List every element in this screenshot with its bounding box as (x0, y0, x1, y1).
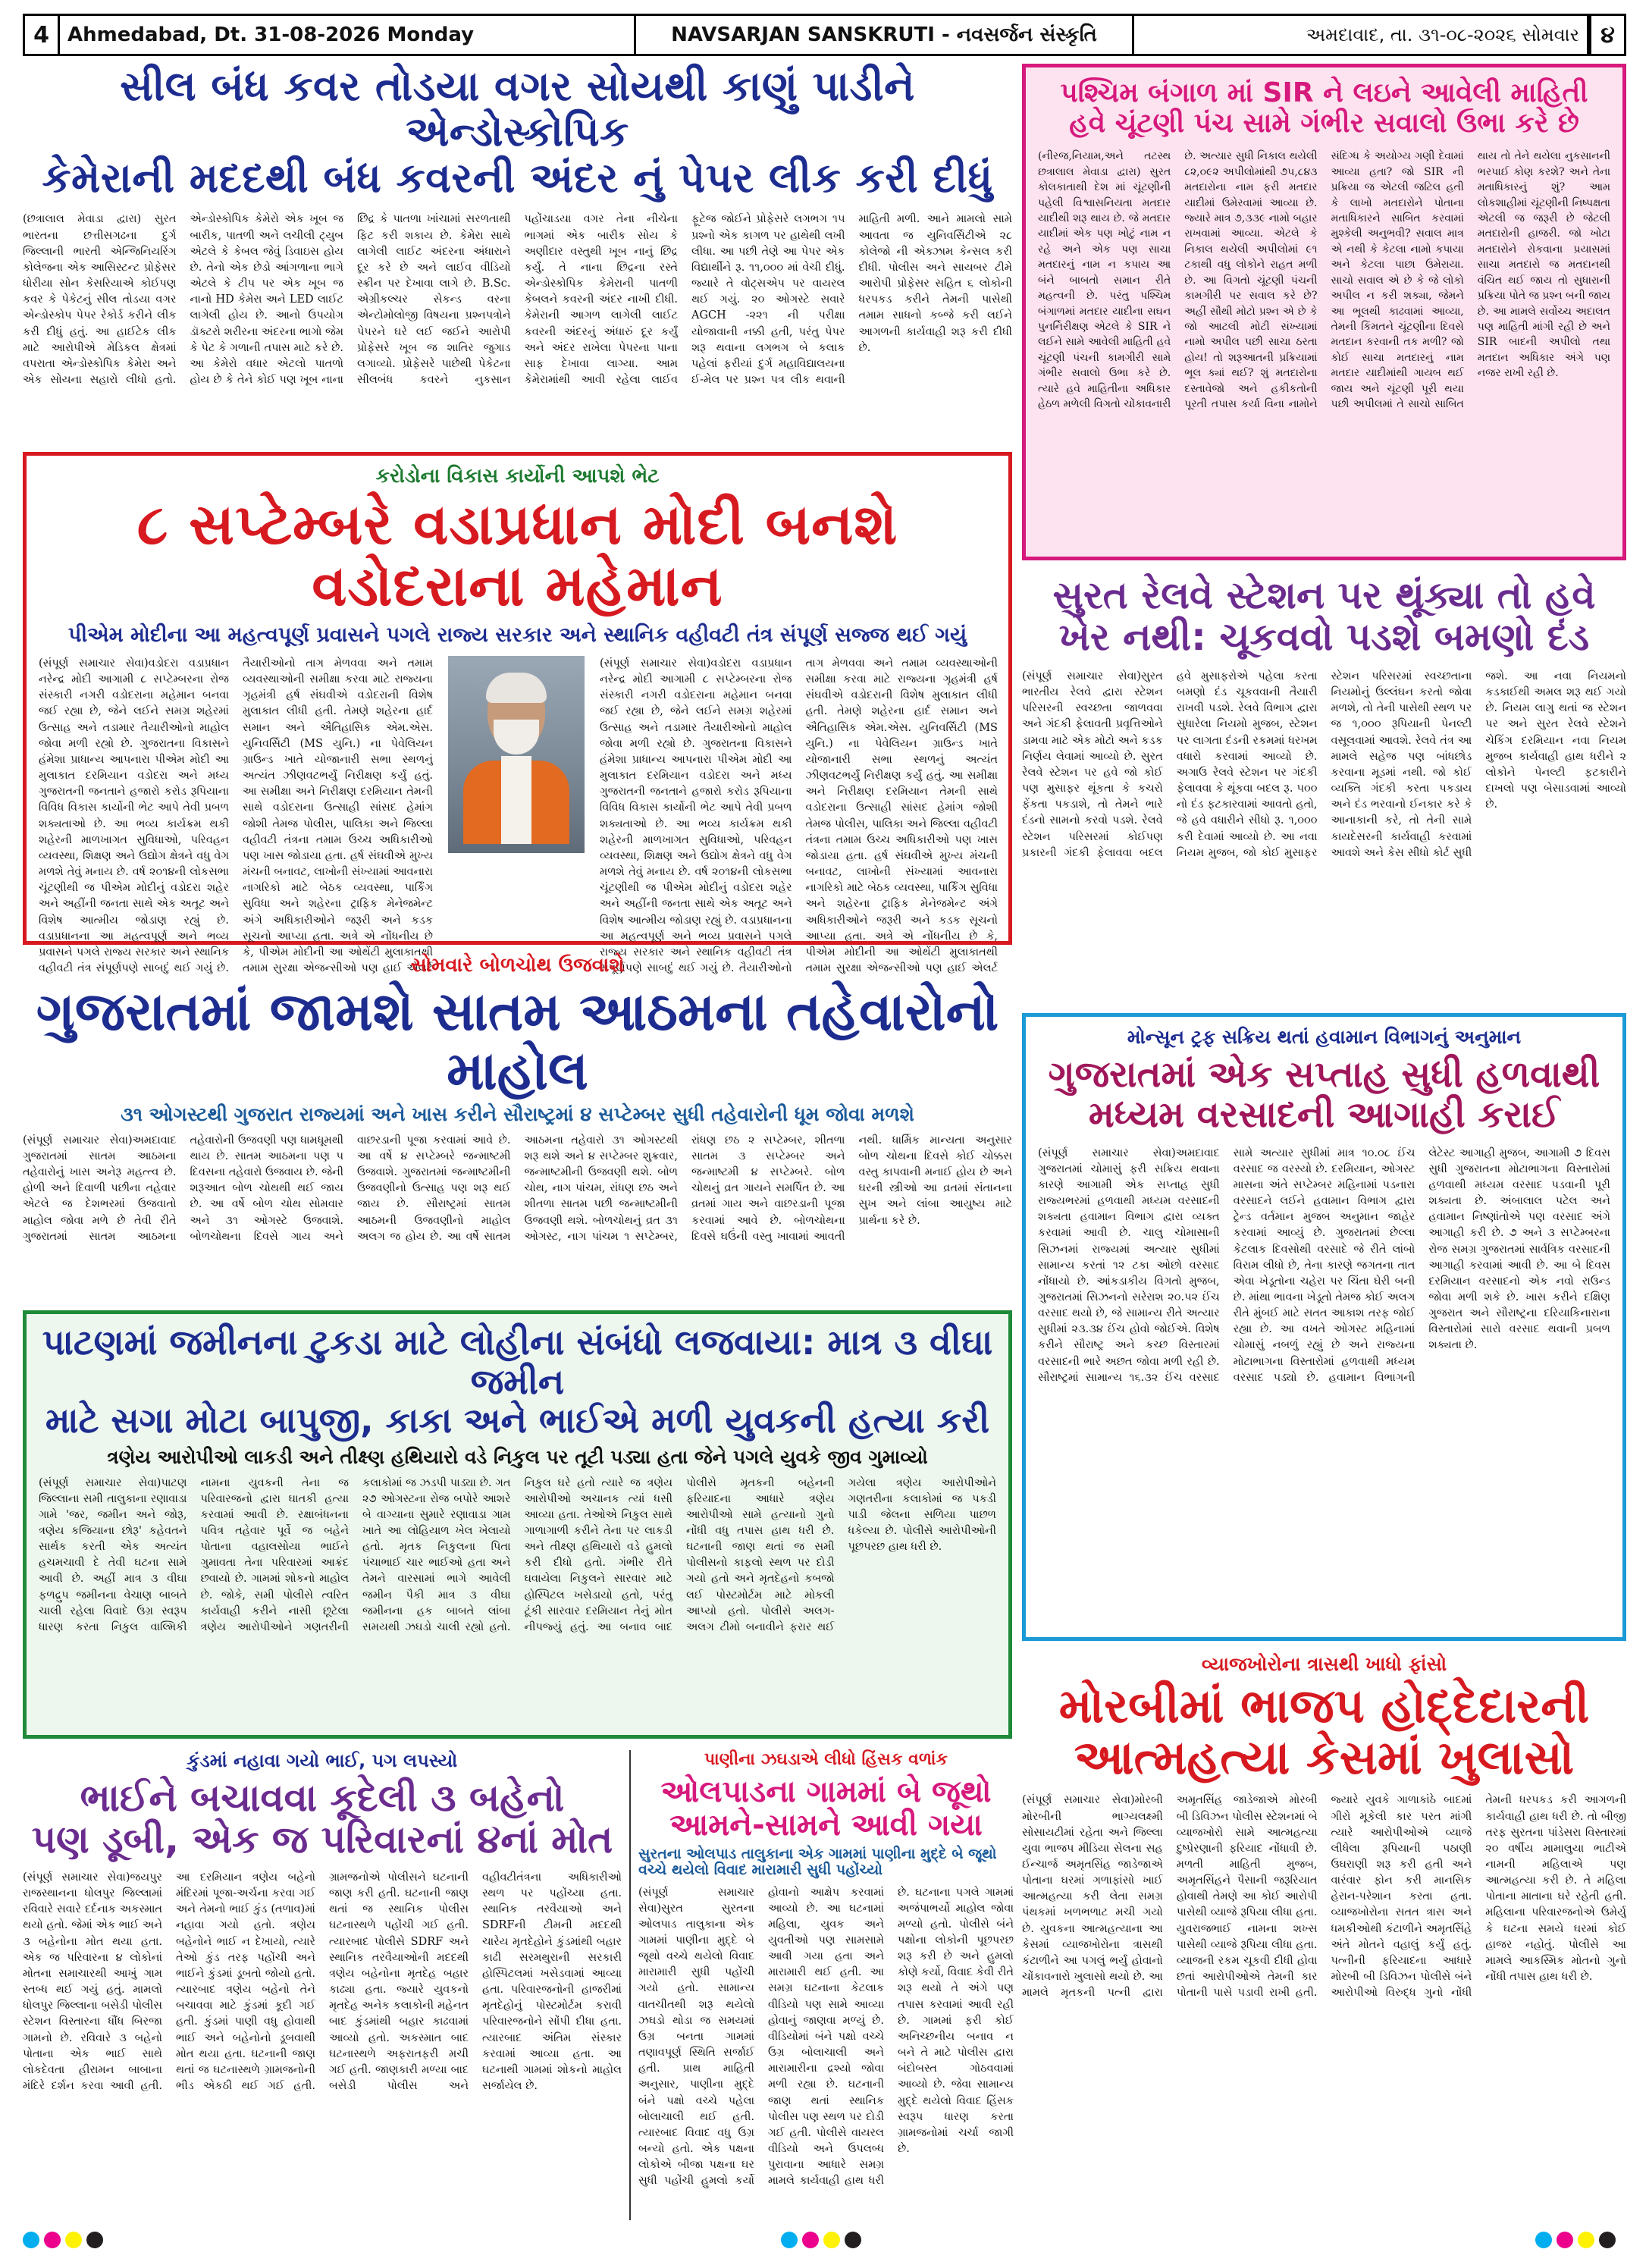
headline-endoscopic-line2: કેમેરાની મદદથી બંધ કવરની અંદર નું પેપર લીક કરી દીધું (42, 153, 993, 202)
article-body-sisters: (સંપૂર્ણ સમાચાર સેવા)જયપુર રાજસ્થાનના ધોલપુર જિલ્લામાં રવિવારે સવારે દર્દનાક અકસ્માત થયો હતો. જેમાં એક ભાઈ અને ૩ બહેનોના મોત થયા હતા. એક જ પરિવારના ૪ લોકોનાં મોતના સમાચારથી આખું ગામ સ્તબ્ધ થઈ ગયું હતું. મામલો ધોલપુર જિલ્લાના બસેડી પોલીસ સ્ટેશન વિસ્તારના ધૌંધ બિરજા ગામનો છે. રવિવારે ૩ બહેનો પોતાના એક ભાઈ સાથે લોકદેવતા હીરામન બાબાના મંદિરે દર્શન કરવા આવી હતી. આ દરમિયાન ત્રણેય બહેનો મંદિરમાં પૂજા-અર્ચના કરવા ગઈ અને તેમનો ભાઈ કુંડ (તળાવ)માં નહાવા ગયો હતો. ત્રણેય બહેનોને ભાઈ ન દેખાયો, ત્યારે તેઓ કુંડ તરફ પહોંચી અને ભાઈને કુંડમાં ડૂબતો જોયો હતો. ત્યારબાદ ત્રણેય બહેનો તેને બચાવવા માટે કુંડમાં કૂદી ગઈ હતી. કુંડમાં પાણી વધુ હોવાથી ભાઈ અને બહેનોનો ડૂબવાથી મોત થયા હતા. ઘટનાની જાણ થતાં જ ઘટનાસ્થળે ગ્રામજનોની ભીડ એકઠી થઈ ગઈ હતી. ગ્રામજનોએ પોલીસને ઘટનાની જાણ કરી હતી. ઘટનાની જાણ થતાં જ સ્થાનિક પોલીસ ઘટનાસ્થળે પહોંચી ગઈ હતી. ત્યારબાદ પોલીસે SDRF અને સ્થાનિક તરવૈયાઓની મદદથી ત્રણેય બહેનોના મૃતદેહ બહાર કાઢ્યા હતા. જ્યારે યુવકનો મૃતદેહ અનેક કલાકોની મહેનત બાદ કુંડમાંથી બહાર કાઢવામાં આવ્યો હતો. અકસ્માત બાદ ઘટનાસ્થળે અફરાતફરી મચી ગઈ હતી. જાણકારી મળ્યા બાદ બસેડી પોલીસ અને વહીવટીતંત્રના અધિકારીઓ સ્થળ પર પહોંચ્યા હતા. સ્થાનિક તરવૈયાઓ અને SDRFની ટીમની મદદથી ચારેય મૃતદેહોને કુંડમાંથી બહાર કાઢી સરમથુરાની સરકારી હોસ્પિટલમાં ખસેડવામાં આવ્યા હતા. પરિવારજનોની હાજરીમાં મૃતદેહોનું પોસ્ટમોર્ટમ કરાવી પરિવારજનોને સોંપી દીધા હતા. ત્યારબાદ અંતિમ સંસ્કાર કરવામાં આવ્યા હતા. આ ઘટનાથી ગામમાં શોકનો માહોલ સર્જાયેલ છે. (23, 1871, 622, 2093)
story-endoscopic (23, 64, 1012, 443)
registration-dot (44, 2232, 61, 2248)
photo-beard (494, 720, 539, 754)
column-divider (629, 1750, 631, 2220)
subhead-olpad: સુરતના ઓલપાડ તાલુકાના એક ગામમાં પાણીના મુદ્દે બે જૂથો વચ્ચે થયેલો વિવાદ મારામારી સુધી પહોંચ્યો (638, 1846, 997, 1879)
headline-morbi-line1: મોરબીમાં ભાજપ હોદ્દેદારની (1058, 1678, 1590, 1733)
modi-photo (448, 656, 585, 853)
story-janmashtami (23, 954, 1012, 1303)
article-body-endoscopic: (છત્રાલાલ મેવાડા દ્વારા) સુરત ભારતના છત્તીસગઢના દુર્ગ જિલ્લાની ભારતી એન્જિનિયરિંગ કોલેજના એક આસિસ્ટન્ટ પ્રોફેસર ધોરીયા સોન કેસરિયાએ કોઈપણ કવર કે પેકેટનું સીલ તોડયા વગર એન્ડોસ્કોપ પેપર રેકોર્ડ કરીને લીક કરી દીધું હતું. આ હાઈટેક લીક માટે આરોપીએ મેડિકલ ક્ષેત્રમાં વપરાતા એન્ડોસ્કોપિક કેમેરા અને એક સોયના સહારો લીધો હતો. એન્ડોસ્કોપિક કેમેરો એક ખૂબ જ બારીક, પાતળી અને લચીલી ટ્યુબ એટલે કે કેબલ જેવું ડિવાઇસ હોય છે. તેનો એક છેડો આંગળાના ભાગે એટલે કે ટીપ પર એક ખૂબ જ નાનો HD કેમેરા અને LED લાઈટ લાગેલી હોય છે. આનો ઉપયોગ ડૉક્ટરો શરીરના અંદરના ભાગો જેમ કે પેટ કે ગળાની તપાસ માટે કરે છે. આ કેમેરો વધાર એટલો પાતળો હોય છે કે તેને કોઈ પણ ખૂબ નાના છિદ્ર કે પાતળા ખાંચામાં સરળતાથી ફિટ કરી શકાય છે. કેમેરા સાથે લાગેલી લાઈટ અંદરના અંધારાને દૂર કરે છે અને લાઈવ વીડિયો સ્ક્રીન પર દેખાવા લાગે છે. B.Sc. એગ્રીકલ્ચર સેકન્ડ વરના એન્ટોમોલોજી વિષયના પ્રશ્નપત્રોને પેપરને ઘરે લઈ જઈને આરોપી પ્રોફેસરે ખૂબ જ શાતિર જુગાડ લગાવ્યો. પ્રોફેસરે પાછેથી પેકેટના સીલબંધ કવરને નુકસાન પહોંચાડયા વગર તેના નીચેના ભાગમાં એક બારીક સોય કે અણીદાર વસ્તુથી ખૂબ નાનું છિદ્ર કર્યું. તે નાના છિદ્રના રસ્તે એન્ડોસ્કોપિક કેમેરાની પાતળી કેબલને કવરની અંદર નાખી દીધી. કેમેરાની આગળ લાગેલી લાઈટ કવરની અંદરનું અંધારું દૂર કર્યું અને અંદર રાખેલા પેપરના પાના સાફ દેખાવા લાગ્યા. આમ કેમેરામાંથી આવી રહેલા લાઈવ ફૂટેજ જોઈને પ્રોફેસરે લગભગ ૧૫ પ્રશ્નો એક કાગળ પર હાથેથી લખી લીધા. આ પછી તેણે આ પેપર એક વિદ્યાર્થીને રૂ. ૧૧,૦૦૦ માં વેચી દીધું. જ્યારે તે વોટ્સએપ પર વાયરલ થઈ ગયું. ૨૦ ઓગસ્ટે સવારે AGCH -૨૨૧ ની પરીક્ષા યોજાવાની નક્કી હતી, પરંતુ પેપર શરૂ થવાના લગભગ બે કલાક પહેલાં ફરીયાં દુર્ગ મહાવિદ્યાલયના ઈ-મેલ પર પ્રશ્ન પત્ર લીક થવાની માહિતી મળી. આને મામલો સામે આવતા જ યુનિવર્સિટીએ ૨૮ કોલેજો ની એક્ઝામ કેન્સલ કરી દીધી. પોલીસ અને સાયબર ટીમે આરોપી પ્રોફેસર સહિત ૬ લોકોની ધરપકડ કરીને તેમની પાસેથી તમામ સાધનો કબ્જે કરી લઈને આગળની કાર્યવાહી શરૂ કરી દીધી છે. (23, 213, 1012, 386)
headline-spit-line1: સુરત રેલવે સ્ટેશન પર થૂંક્યા તો હવે (1052, 573, 1596, 617)
page-number-right: ૪ (1589, 16, 1624, 54)
story-patan-box (23, 1310, 1012, 1739)
kicker-morbi: વ્યાજખોરોના ત્રાસથી ખાધો ફાંસો (1201, 1653, 1447, 1675)
headline-sir-line2: હવે ચૂંટણી પંચ સામે ગંભીર સવાલો ઉભા કરે છે (1069, 107, 1579, 139)
article-body-patan: (સંપૂર્ણ સમાચાર સેવા)પાટણ જિલ્લાના સમી તાલુકાના રણાવાડા ગામે 'જર, જમીન અને જોરૂ, ત્રણેય કજિયાના છોરૂ' કહેવતને સાર્થક કરતી એક અત્યંત હચમચાવી દે તેવી ઘટના સામે આવી છે. અહીં માત્ર ૩ વીઘા ફળદ્રુપ જમીનના વેચાણ બાબતે ચાલી રહેલા વિવાદે ઉગ્ર સ્વરૂપ ધારણ કરતા નિકુલ વાલ્મિકી નામના યુવકની તેના જ પરિવારજનો દ્વારા ઘાતકી હત્યા કરવામાં આવી છે. રક્ષાબંધનના પવિત્ર તહેવાર પૂર્વે જ બહેને પોતાના વહાલસોયા ભાઈને ગુમાવતા તેના પરિવારમાં આક્રંદ છવાયો છે. ગામમાં શોકનો માહોલ છે. જોકે, સમી પોલીસે ત્વરિત કાર્યવાહી કરીને નાસી છૂટેલા ત્રણેય આરોપીઓને ગણતરીની કલાકોમાં જ ઝડપી પાડ્યા છે. ગત ૨૭ ઓગસ્ટના રોજ બપોરે આશરે બે વાગ્યાના સુમારે રણાવાડા ગામ ખાતે આ લોહિયાળ ખેલ ખેલાયો હતો. મૃતક નિકુલના પિતા પંચાભાઈ ચાર ભાઈઓ હતા અને તેમને વારસામાં ભાગે આવેલી જમીન પૈકી માત્ર ૩ વીઘા જમીનના હક બાબતે લાંબા સમયથી ઝઘડો ચાલી રહ્યો હતો. નિકુલ ઘરે હતો ત્યારે જ ત્રણેય આરોપીઓ અચાનક ત્યાં ધસી આવ્યા હતા. તેઓએ નિકુલ સાથે ગાળાગાળી કરીને તેના પર લાકડી અને તીક્ષ્ણ હથિયારો વડે હુમલો કરી દીધો હતો. ગંભીર રીતે ઘવાયેલા નિકુલને સારવાર માટે હોસ્પિટલ ખસેડાયો હતો, પરંતુ ટૂંકી સારવાર દરમિયાન તેનું મોત નીપજ્યું હતું. આ બનાવ બાદ પોલીસે મૃતકની બહેનની ફરિયાદના આધારે ત્રણેય આરોપીઓ સામે હત્યાનો ગુનો નોંધી વધુ તપાસ હાથ ધરી છે. ઘટનાની જાણ થતાં જ સમી પોલીસનો કાફલો સ્થળ પર દોડી ગયો હતો અને મૃતદેહનો કબજો લઈ પોસ્ટમોર્ટમ માટે મોકલી આપ્યો હતો. પોલીસે અલગ-અલગ ટીમો બનાવીને ફરાર થઈ ગયેલા ત્રણેય આરોપીઓને ગણતરીના કલાકોમાં જ પકડી પાડી જેલના સળિયા પાછળ ધકેલ્યા છે. પોલીસે આરોપીઓની પૂછપરછ હાથ ધરી છે. (39, 1476, 996, 1633)
story-spit (1022, 575, 1626, 999)
registration-dot (845, 2232, 861, 2248)
article-body-morbi: (સંપૂર્ણ સમાચાર સેવા)મોરબી મોરબીની ભાગ્યલક્ષ્મી સોસાયટીમાં રહેતા અને જિલ્લા યુવા ભાજપ મીડિયા સેલના સહ ઈન્ચાર્જ અમૃતસિંહ જાડેજાએ પોતાના ઘરમાં ગળાફાંસો ખાઈ આત્મહત્યા કરી લેતા સમગ્ર પંથકમાં ખળભળાટ મચી ગયો છે. યુવકના આત્મહત્યાના આ કેસમાં વ્યાજખોરોના ત્રાસથી કંટાળીને આ પગલું ભર્યું હોવાનો ચોંકાવનારો ખુલાસો થયો છે. આ મામલે મૃતકની પત્ની દ્વારા અમૃતસિંહ જાડેજાએ મોરબી બી ડિવિઝન પોલીસ સ્ટેશનમાં બે વ્યાજખોરો સામે આત્મહત્યા દુષ્પ્રેરણાની ફરિયાદ નોંધાવી છે. મળતી માહિતી મુજબ, અમૃતસિંહને પૈસાની જરૂરિયાત હોવાથી તેમણે આ કોઈ આરોપી પાસેથી વ્યાજે રૂપિયા લીધા હતા. યુવરાજભાઈ નામના શખ્સ પાસેથી વ્યાજે રૂપિયા લીધા હતા. વ્યાજની રકમ ચૂકવી દીધી હોવા છતાં આરોપીઓએ તેમની કાર પોતાની પાસે પડાવી રાખી હતી. જ્યારે યુવકે ગાળાકાંઠે બાદમાં ગીરો મૂકેલી કાર પરત માંગી ત્યારે આરોપીઓએ વ્યાજે લીધેલા રૂપિયાની પઠાણી ઉઘરાણી શરૂ કરી હતી અને વારંવાર ફોન કરી માનસિક હેરાન-પરેશાન કરતા હતા. વ્યાજખોરોના સતત ત્રાસ અને ધમકીઓથી કંટાળીને અમૃતસિંહે અંતે મોતને વહાલું કર્યું હતું. પત્નીની ફરિયાદના આધારે મોરબી બી ડિવિઝન પોલીસે બંને આરોપીઓ વિરુદ્ધ ગુનો નોંધી તેમની ધરપકડ કરી આગળની કાર્યવાહી હાથ ધરી છે. તો બીજી તરફ સુરતના પાંડેસરા વિસ્તારમાં ૨૦ વર્ષીય મામાલુયા ભાટીએ નામની મહિલાએ પણ આત્મહત્યા કરી છે. તે મહિલા પોતાના માતાના ઘરે રહેતી હતી. મહિલાના પરિવારજનોએ ઉમેર્યુ કે ઘટના સમયે ઘરમાં કોઈ હાજર નહોતું. પોલીસે આ મામલે આકસ્મિક મોતનો ગુનો નોંધી તપાસ હાથ ધરી છે. (1022, 1794, 1626, 2000)
subhead-patan: ત્રણેય આરોપીઓ લાકડી અને તીક્ષ્ણ હથિયારો વડે નિકુલ પર તૂટી પડ્યા હતા જેને પગલે યુવકે જીવ ગુમાવ્યો (107, 1445, 928, 1468)
headline-sir-line1: પશ્ચિમ બંગાળ માં SIR ને લઇને આવેલી માહિતી (1060, 77, 1588, 108)
registration-marks-center (781, 2232, 872, 2250)
article-body-modi-left: (સંપૂર્ણ સમાચાર સેવા)વડોદરા વડાપ્રધાન નરેન્દ્ર મોદી આગામી ૮ સપ્ટેમ્બરના રોજ સંસ્કારી નગરી વડોદરાના મહેમાન બનવા જઈ રહ્યા છે, જેને લઈને સમગ્ર શહેરમાં ઉત્સાહ અને તડામાર તૈયારીઓનો માહોલ જોવા મળી રહ્યો છે. ગુજરાતના વિકાસને હંમેશા પ્રાધાન્ય આપનારા પીએમ મોદી આ મુલાકાત દરમિયાન વડોદરા અને મધ્ય ગુજરાતની જનતાને હજારો કરોડ રૂપિયાના વિવિધ વિકાસ કાર્યોની ભેટ આપે તેવી પ્રબળ શક્યતાઓ છે. આ ભવ્ય કાર્યક્રમ થકી શહેરની માળખાગત સુવિધાઓ, પરિવહન વ્યવસ્થા, શિક્ષણ અને ઉદ્યોગ ક્ષેત્રને વધુ વેગ મળશે તેવું મનાય છે. વર્ષ ૨૦૧૪ની લોકસભા ચૂંટણીથી જ પીએમ મોદીનું વડોદરા શહેર અને અહીંની જનતા સાથે એક અતૂટ અને વિશેષ આત્મીય જોડાણ રહ્યું છે. વડાપ્રધાનના આ મહત્વપૂર્ણ અને ભવ્ય પ્રવાસને પગલે રાજ્ય સરકાર અને સ્થાનિક વહીવટી તંત્ર સંપૂર્ણપણે સાબદું થઈ ગયું છે. તૈયારીઓનો તાગ મેળવવા અને તમામ વ્યવસ્થાઓની સમીક્ષા કરવા માટે રાજ્યના ગૃહમંત્રી હર્ષ સંઘવીએ વડોદરાની વિશેષ મુલાકાત લીધી હતી. તેમણે શહેરના હાર્દ સમાન અને ઐતિહાસિક એમ.એસ. યુનિવર્સિટી (MS યુનિ.) ના પેવેલિયન ગ્રાઉન્ડ ખાતે યોજાનારી સભા સ્થળનું અત્યંત ઝીણવટભર્યું નિરીક્ષણ કર્યું હતું. આ સમીક્ષા અને નિરીક્ષણ દરમિયાન તેમની સાથે વડોદરાના ઉત્સાહી સાંસદ હેમાંગ જોશી તેમજ પોલીસ, પાલિકા અને જિલ્લા વહીવટી તંત્રના તમામ ઉચ્ચ અધિકારીઓ પણ ખાસ જોડાયા હતા. હર્ષ સંઘવીએ મુખ્ય મંચની બનાવટ, લાખોની સંખ્યામાં આવનારા નાગરિકો માટે બેઠક વ્યવસ્થા, પાર્કિંગ સુવિધા અને શહેરના ટ્રાફિક મેનેજમેન્ટ અંગે અધિકારીઓને જરૂરી અને કડક સૂચનો આપ્યા હતા. અત્રે એ નોંધનીય છે કે, પીએમ મોદીની આ ઓથેંટી મુલાકાતથી તમામ સુરક્ષા એજન્સીઓ પણ હાઈ એલર્ટ (39, 657, 433, 974)
headline-sisters-line1: ભાઈને બચાવવા કૂદેલી ૩ બહેનો (80, 1776, 565, 1820)
dateline: Ahmedabad, Dt. 31-08-2026 Monday (60, 16, 636, 54)
article-body-sir: (નીરજ,નિયામ,અને તટસ્થ છત્રાલાલ મેવાડા દ્વારા) સુરત કોલકાતાથી દેશ માં ચૂંટણીની પહેલી વિશ્વાસનિયતા મતદાર યાદીથી શરૂ થાય છે. જે મતદાર યાદીમાં એક પણ ખોટું નામ ન રહે અને એક પણ સાચા મતદારનું નામ ન કપાય આ બંને બાબતો સમાન રીતે મહત્વની છે. પરંતુ પશ્ચિમ બંગાળમાં મતદાર યાદીના સઘન પુનર્નિરીક્ષણ એટલે કે SIR ને લઈને સામે આવેલી માહિતી હવે ચૂંટણી પંચની કામગીરી સામે ગંભીર સવાલો ઉભા કરે છે. ત્યારે હવે માહિતીના અધિકાર હેઠળ મળેલી વિગતો ચોંકાવનારી છે. અત્યાર સુધી નિકાલ થયેલી ૮૨,૦૯૨ અપીલોમાંથી ૭૫,૮૪૩ મતદારોના નામ ફરી મતદાર યાદીમાં ઉમેરવામાં આવ્યા છે. જ્યારે માત્ર ૭,૩૩૯ નામો બહાર રાખવામાં આવ્યા. એટલે કે નિકાલ થયેલી અપીલોમાં ૯૧ ટકાથી વધુ લોકોને રાહત મળી છે. આ વિગતો ચૂંટણી પંચની કામગીરી પર સવાલ કરે છે? અહીં સૌથી મોટો પ્રશ્ન એ છે કે જો આટલી મોટી સંખ્યામાં નામો અપીલ પછી સાચા ઠરતા હોય! તો શરૂઆતની પ્રક્રિયામાં ભૂલ ક્યાં થઈ? શું મતદારોના દસ્તાવેજો અને હકીકતોની પૂરતી તપાસ કર્યા વિના નામોને સંદિગ્ધ કે અયોગ્ય ગણી દેવામાં આવ્યા હતા? જો SIR ની પ્રક્રિયા જ એટલી જટિલ હતી કે લાખો મતદારોને પોતાના મતાધિકારને સાબિત કરવામાં મુશ્કેલી અનુભવી? સવાલ માત્ર એ નથી કે કેટલા નામો કપાયા અને કેટલા પાછા ઉમેરાયા. સાચો સવાલ એ છે કે જે લોકો અપીલ ન કરી શક્યા, જેમને આ ભૂલથી કાઢવામાં આવ્યા, તેમની કિંમતને ચૂંટણીના દિવસે મતદાન કરવાની તક મળી? જો કોઈ સાચા મતદારનું નામ મતદાર યાદીમાંથી ગાયબ થઈ જાય અને ચૂંટણી પૂરી થયા પછી અપીલમાં તે સાચો સાબિત થાય તો તેને થયેલા નુકસાનની ભરપાઈ કોણ કરશે? અને તેના મતાધિકારનું શું? આમ લોકશાહીમાં ચૂંટણીની નિષ્પક્ષતા એટલી જ જરૂરી છે જેટલી મતદારોની હાજરી. જો ખોટા મતદારોને રોકવાના પ્રયાસમાં સાચા મતદારો જ મતદાનથી વંચિત થઈ જાય તો સુધારાની પ્રક્રિયા પોતે જ પ્રશ્ન બની જાય છે. આ મામલે સર્વોચ્ચ અદાલત પણ માહિતી માંગી રહી છે અને SIR બાદની અપીલો તથા મતદાન અધિકાર અંગે પણ નજર રાખી રહી છે. (1038, 150, 1610, 411)
story-monsoon-box (1022, 1013, 1626, 1641)
headline-olpad-line1: ઓલપાડના ગામમાં બે જૂથો (660, 1774, 992, 1809)
headline-morbi-line2: આત્મહત્યા કેસમાં ખુલાસો (1074, 1730, 1575, 1786)
kicker-modi: કરોડોના વિકાસ કાર્યોની આપશે ભેટ (375, 465, 660, 488)
story-morbi (1022, 1653, 1626, 2222)
headline-sisters-line2: પણ ડૂબી, એક જ પરિવારનાં ૪નાં મોત (31, 1818, 613, 1862)
registration-dot (1578, 2232, 1594, 2248)
headline-modi: ૮ સપ્ટેમ્બરે વડાપ્રધાન મોદી બનશે વડોદરાના મહેમાન (136, 492, 898, 620)
page-number-left: 4 (25, 16, 60, 54)
headline-patan-line2: માટે સગા મોટા બાપુજી, કાકા અને ભાઈએ મળી યુવકની હત્યા કરી (45, 1400, 990, 1441)
story-olpad (638, 1750, 1014, 2220)
registration-dot (65, 2232, 82, 2248)
registration-marks-right (1535, 2232, 1626, 2250)
article-body-janmashtami: (સંપૂર્ણ સમાચાર સેવા)અમદાવાદ ગુજરાતમાં સાતમ આઠમના તહેવારોનું ખાસ અનેરૂ મહત્ત્વ છે. હોળી અને દિવાળી પછીના તહેવાર એટલે જ દેશભરમાં ઉજવાતો માહોલ જોવા મળે છે તેવી રીતે ગુજરાતમાં સાતમ આઠમના તહેવારોની ઉજવણી પણ ધામધૂમથી થાય છે. સાતમ આઠમના પણ ૫ દિવસના તહેવારો ઉજવાય છે. જેની શરૂઆત બોળ ચોથથી થઈ જાય છે. આ વર્ષે બોળ ચોથ સોમવાર અને ૩૧ ઓગસ્ટે ઉજવાશે. બોળચોથના દિવસે ગાય અને વાછરડાની પૂજા કરવામાં આવે છે. આ વર્ષે ૪ સપ્ટેમ્બરે જન્માષ્ટમી ઉજવાશે. ગુજરાતમાં જન્માષ્ટમીની ઉજવણીનો ઉત્સાહ પણ શરૂ થઈ જાય છે. સૌરાષ્ટ્રમાં સાતમ આઠમની ઉજવણીનો માહોલ અલગ જ હોય છે. આ વર્ષે સાતમ આઠમના તહેવારો ૩૧ ઓગસ્ટથી શરૂ થશે અને ૪ સપ્ટેમ્બર શુક્રવાર, જન્માષ્ટમીની ઉજવણી થશે. બોળ ચોથ, નાગ પાંચમ, રાંધણ છઠ અને શીતળા સાતમ પછી જન્માષ્ટમીની ઉજવણી થશે. બોળચોથનું વ્રત ૩૧ ઓગસ્ટ, નાગ પાંચમ ૧ સપ્ટેમ્બર, રાંધણ છઠ ૨ સપ્ટેમ્બર, શીતળા સાતમ ૩ સપ્ટેમ્બર અને જન્માષ્ટમી ૪ સપ્ટેમ્બરે. બોળ ચોથનું વ્રત ગાયને સમર્પિત છે. આ વ્રતમાં ગાય અને વાછરડાની પૂજા કરવામાં આવે છે. બોળચોથના દિવસે ઘઉંની વસ્તુ ખાવામાં આવતી નથી. ધાર્મિક માન્યતા અનુસાર બોળ ચોથના દિવસે કોઈ ચોક્કસ વસ્તુ કાપવાની મનાઈ હોય છે અને ઘરની સ્ત્રીઓ આ વ્રતમાં સંતાનના સુખ અને લાંબા આયુષ્ય માટે પ્રાર્થના કરે છે. (23, 1134, 1012, 1243)
story-sir-box (1022, 64, 1626, 560)
headline-spit-line2: ખેર નથી: ચૂકવવો પડશે બમણો દંડ (1058, 615, 1590, 659)
article-body-modi-right: (સંપૂર્ણ સમાચાર સેવા)વડોદરા વડાપ્રધાન નરેન્દ્ર મોદી આગામી ૮ સપ્ટેમ્બરના રોજ સંસ્કારી નગરી વડોદરાના મહેમાન બનવા જઈ રહ્યા છે, જેને લઈને સમગ્ર શહેરમાં ઉત્સાહ અને તડામાર તૈયારીઓનો માહોલ જોવા મળી રહ્યો છે. ગુજરાતના વિકાસને હંમેશા પ્રાધાન્ય આપનારા પીએમ મોદી આ મુલાકાત દરમિયાન વડોદરા અને મધ્ય ગુજરાતની જનતાને હજારો કરોડ રૂપિયાના વિવિધ વિકાસ કાર્યોની ભેટ આપે તેવી પ્રબળ શક્યતાઓ છે. આ ભવ્ય કાર્યક્રમ થકી શહેરની માળખાગત સુવિધાઓ, પરિવહન વ્યવસ્થા, શિક્ષણ અને ઉદ્યોગ ક્ષેત્રને વધુ વેગ મળશે તેવું મનાય છે. વર્ષ ૨૦૧૪ની લોકસભા ચૂંટણીથી જ પીએમ મોદીનું વડોદરા શહેર અને અહીંની જનતા સાથે એક અતૂટ અને વિશેષ આત્મીય જોડાણ રહ્યું છે. વડાપ્રધાનના આ મહત્વપૂર્ણ અને ભવ્ય પ્રવાસને પગલે રાજ્ય સરકાર અને સ્થાનિક વહીવટી તંત્ર સંપૂર્ણપણે સાબદું થઈ ગયું છે. તૈયારીઓનો તાગ મેળવવા અને તમામ વ્યવસ્થાઓની સમીક્ષા કરવા માટે રાજ્યના ગૃહમંત્રી હર્ષ સંઘવીએ વડોદરાની વિશેષ મુલાકાત લીધી હતી. તેમણે શહેરના હાર્દ સમાન અને ઐતિહાસિક એમ.એસ. યુનિવર્સિટી (MS યુનિ.) ના પેવેલિયન ગ્રાઉન્ડ ખાતે યોજાનારી સભા સ્થળનું અત્યંત ઝીણવટભર્યું નિરીક્ષણ કર્યું હતું. આ સમીક્ષા અને નિરીક્ષણ દરમિયાન તેમની સાથે વડોદરાના ઉત્સાહી સાંસદ હેમાંગ જોશી તેમજ પોલીસ, પાલિકા અને જિલ્લા વહીવટી તંત્રના તમામ ઉચ્ચ અધિકારીઓ પણ ખાસ જોડાયા હતા. હર્ષ સંઘવીએ મુખ્ય મંચની બનાવટ, લાખોની સંખ્યામાં આવનારા નાગરિકો માટે બેઠક વ્યવસ્થા, પાર્કિંગ સુવિધા અને શહેરના ટ્રાફિક મેનેજમેન્ટ અંગે અધિકારીઓને જરૂરી અને કડક સૂચનો આપ્યા હતા. અત્રે એ નોંધનીય છે કે, પીએમ મોદીની આ ઓથેંટી મુલાકાતથી તમામ સુરક્ષા એજન્સીઓ પણ હાઈ એલર્ટ (600, 657, 998, 974)
headline-patan-line1: પાટણમાં જમીનના ટુકડા માટે લોહીના સંબંધો લજવાયા: માત્ર ૩ વીઘા જમીન (42, 1322, 993, 1402)
kicker-monsoon: મોન્સૂન ટ્રફ સક્રિય થતાં હવામાન વિભાગનું અનુમાન (1127, 1026, 1522, 1048)
paper-name: NAVSARJAN SANSKRUTI - નવસર્જન સંસ્કૃતિ (636, 16, 1134, 54)
photo-kurta (501, 756, 531, 844)
kicker-sisters: કુંડમાં નહાવા ગયો ભાઈ, પગ લપસ્યો (187, 1750, 458, 1771)
registration-dot (1557, 2232, 1573, 2248)
story-sisters (23, 1750, 622, 2220)
registration-marks-left (23, 2232, 114, 2250)
subhead-modi: પીએમ મોદીના આ મહત્વપૂર્ણ પ્રવાસને પગલે રાજ્ય સરકાર અને સ્થાનિક વહીવટી તંત્ર સંપૂર્ણ સજ્જ થઈ ગયું (67, 623, 967, 647)
registration-dot (23, 2232, 39, 2248)
kicker-janmashtami: સોમવારે બોળચોથ ઉજવાશે (410, 954, 625, 977)
article-body-monsoon: (સંપૂર્ણ સમાચાર સેવા)અમદાવાદ ગુજરાતમાં ચોમાસું ફરી સક્રિય થવાના કારણે આગામી એક સપ્તાહ સુધી રાજ્યભરમાં હળવાથી મધ્યમ વરસાદની શક્યતા હવામાન વિભાગ દ્વારા વ્યક્ત કરવામાં આવી છે. ચાલુ ચોમાસાની સિઝનમાં રાજ્યમાં અત્યાર સુધીમાં સામાન્ય કરતાં ૧૨ ટકા ઓછો વરસાદ નોંધાયો છે. આંકડાકીય વિગતો મુજબ, ગુજરાતમાં સિઝનનો સરેરાશ ૨૦.૫૨ ઈંચ વરસાદ થયો છે, જે સામાન્ય રીતે અત્યાર સુધીમાં ૨૩.૩૪ ઈંચ હોવો જોઈએ. વિશેષ કરીને સૌરાષ્ટ્ર અને કચ્છ વિસ્તારમાં વરસાદની ભારે અછત જોવા મળી રહી છે. સૌરાષ્ટ્રમાં સામાન્ય ૧૬.૩૨ ઈંચ વરસાદ સામે અત્યાર સુધીમાં માત્ર ૧૦.૦૮ ઈંચ વરસાદ જ વરસ્યો છે. દરમિયાન, ઓગસ્ટ માસના અંતે સપ્ટેમ્બર મહિનામાં પડનારા વરસાદને લઈને હવામાન વિભાગ દ્વારા ટ્રેન્ડ વર્તમાન મુજબ અનુમાન જાહેર કરવામાં આવ્યું છે. ગુજરાતમાં છેલ્લા કેટલાક દિવસોથી વરસાદે જે રીતે લાંબો વિરામ લીધો છે, તેના કારણે જગતના તાત એવા ખેડૂતોના ચહેરા પર ચિંતા ઘેરી બની છે. માંથા ભાવના ખેડૂતો તેમજ કોઈ અલગ રીતે મુંબઈ માટે સતત આકાશ તરફ જોઈ રહ્યા છે. આ વખતે ઓગસ્ટ મહિનામાં ચોમાસું નબળું રહ્યું છે અને રાજ્યના મોટાભાગના વિસ્તારોમાં હળવાથી મધ્યમ વરસાદ પડ્યો છે. હવામાન વિભાગની લેટેસ્ટ આગાહી મુજબ, આગામી ૭ દિવસ સુધી ગુજરાતના મોટાભાગના વિસ્તારોમાં હળવાથી મધ્યમ વરસાદ પડવાની પૂરી શક્યતા છે. અંબાલાલ પટેલ અને હવામાન નિષ્ણાંતોએ પણ વરસાદ અંગે આગાહી કરી છે. ૭ અને ૩ સપ્ટેમ્બરના રોજ સમગ્ર ગુજરાતમાં સાર્વત્રિક વરસાદની આગાહી કરવામાં આવી છે. આ બે દિવસ દરમિયાન વરસાદનો એક નવો રાઉન્ડ જોવા મળી શકે છે. ખાસ કરીને દક્ષિણ ગુજરાત અને સૌરાષ્ટ્રના દરિયાકિનારાના વિસ્તારોમાં સારો વરસાદ થવાની પ્રબળ શક્યતા છે. (1038, 1147, 1610, 1384)
registration-dot (86, 2232, 103, 2248)
masthead (23, 14, 1626, 56)
headline-monsoon-line1: ગુજરાતમાં એક સપ્તાહ સુધી હળવાથી (1048, 1053, 1600, 1096)
subhead-janmashtami: ૩૧ ઓગસ્ટથી ગુજરાત રાજ્યમાં અને ખાસ કરીને સૌરાષ્ટ્રમાં ૪ સપ્ટેમ્બર સુધી તહેવારોની ધૂમ જોવા મળશે (121, 1103, 914, 1125)
registration-dot (781, 2232, 798, 2248)
modi-body-wrap (39, 656, 996, 982)
dateline-gujarati: અમદાવાદ, તા. ૩૧-૦૮-૨૦૨૬ સોમવાર (1134, 16, 1589, 54)
registration-dot (823, 2232, 840, 2248)
kicker-olpad: પાણીના ઝઘડાએ લીધો હિંસક વળાંક (704, 1750, 948, 1769)
article-body-olpad: (સંપૂર્ણ સમાચાર સેવા)સુરત સુરતના ઓલપાડ તાલુકાના એક ગામમાં પાણીના મુદ્દે બે જૂથો વચ્ચે થયેલો વિવાદ મારામારી સુધી પહોંચી ગયો હતો. સામાન્ય વાતચીતથી શરૂ થયેલો ઝઘડો થોડા જ સમયમાં ઉગ્ર બનતા ગામમાં તણાવપૂર્ણ સ્થિતિ સર્જાઈ હતી. પ્રાથ માહિતી અનુસાર, પાણીના મુદ્દે બંને પક્ષો વચ્ચે પહેલા બોલાચાલી થઈ હતી. ત્યારબાદ વિવાદ વધુ ઉગ્ર બન્યો હતો. એક પક્ષના લોકોએ બીજા પક્ષના ઘર સુધી પહોંચી હુમલો કર્યો હોવાનો આક્ષેપ કરવામાં આવ્યો છે. આ ઘટનામાં મહિલા, યુવક અને યુવતીઓ પણ સામસામે આવી ગયા હતા અને મારામારી થઈ હતી. આ સમગ્ર ઘટનાના કેટલાક વીડિયો પણ સામે આવ્યા હોવાનું જાણવા મળ્યું છે. વીડિયોમાં બંને પક્ષો વચ્ચે ઉગ્ર બોલાચાલી અને મારામારીના દ્રશ્યો જોવા મળી રહ્યા છે. ઘટનાની જાણ થતાં સ્થાનિક પોલીસ પણ સ્થળ પર દોડી ગઈ હતી. પોલીસે વાયરલ વીડિયો અને ઉપલબ્ધ પુરાવાના આધારે સમગ્ર મામલે કાર્યવાહી હાથ ધરી છે. ઘટનાના પગલે ગામમાં અજંપાભર્યો માહોલ જોવા મળ્યો હતો. પોલીસે બંને પક્ષોના લોકોની પૂછપરછ શરૂ કરી છે અને હુમલો કોણે કર્યો, વિવાદ કેવી રીતે શરૂ થયો તે અંગે પણ તપાસ કરવામાં આવી રહી છે. ગામમાં ફરી કોઈ અનિચ્છનીય બનાવ ન બને તે માટે પોલીસ દ્વારા બંદોબસ્ત ગોઠવવામાં આવ્યો છે. જેવા સામાન્ય મુદ્દે થયેલો વિવાદ હિંસક સ્વરૂપ ધારણ કરતા ગ્રામજનોમાં ચર્ચા જાગી છે. (638, 1886, 1014, 2188)
registration-dot (1535, 2232, 1552, 2248)
registration-dot (802, 2232, 819, 2248)
photo-hair (486, 673, 547, 703)
registration-dot (1599, 2232, 1616, 2248)
headline-janmashtami: ગુજરાતમાં જામશે સાતમ આઠમના તહેવારોનો માહોલ (36, 980, 999, 1103)
newspaper-page (23, 14, 1626, 2254)
article-body-spit: (સંપૂર્ણ સમાચાર સેવા)સુરત ભારતીય રેલવે દ્વારા સ્ટેશન પરિસરની સ્વચ્છતા જાળવવા અને ગંદકી ફેલાવતી પ્રવૃત્તિઓને ડામવા માટે એક મોટો અને કડક નિર્ણય લેવામાં આવ્યો છે. સુરત રેલવે સ્ટેશન પર હવે જો કોઈ પણ મુસાફર થૂંકતા કે કચરો ફેંકતા પકડાશે, તો તેમને ભારે દંડનો સામનો કરવો પડશે. રેલવે સ્ટેશન પરિસરમાં કોઈપણ પ્રકારની ગંદકી ફેલાવવા બદલ હવે મુસાફરોએ પહેલા કરતા બમણો દંડ ચૂકવવાની તૈયારી રાખવી પડશે. રેલવે વિભાગ દ્વારા સુધારેલા નિયમો મુજબ, સ્ટેશન પર લાગતા દંડની રકમમાં ધરખમ વધારો કરવામાં આવ્યો છે. અગાઉ રેલવે સ્ટેશન પર ગંદકી ફેલાવવા કે થૂંકવા બદલ રૂ. ૫૦૦ નો દંડ ફટકારવામાં આવતો હતો, જે હવે વધારીને સીધો રૂ. ૧,૦૦૦ કરી દેવામાં આવ્યો છે. આ નવા નિયમ મુજબ, જો કોઈ મુસાફર સ્ટેશન પરિસરમાં સ્વચ્છતાના નિયમોનું ઉલ્લંઘન કરતો જોવા મળશે, તો તેની પાસેથી સ્થળ પર જ ૧,૦૦૦ રૂપિયાની પેનલ્ટી વસૂલવામાં આવશે. રેલવે તંત્ર આ મામલે સહેજ પણ બાંધછોડ કરવાના મૂડમાં નથી. જો કોઈ વ્યક્તિ ગંદકી કરતા પકડાય અને દંડ ભરવાનો ઈનકાર કરે કે આનાકાની કરે, તો તેની સામે કાયદેસરની કાર્યવાહી કરવામાં આવશે અને કેસ સીધો કોર્ટ સુધી જશે. આ નવા નિયમનો કડકાઈથી અમલ શરૂ થઈ ગયો છે. નિયમ લાગુ થતાં જ સ્ટેશન પર અને સુરત રેલવે સ્ટેશને ચેકિંગ દરમિયાન નવા નિયમ મુજબ કાર્યવાહી હાથ ધરીને ૨ લોકોને પેનલ્ટી ફટકારીને દાખલો પણ બેસાડવામાં આવ્યો છે. (1022, 670, 1626, 859)
headline-endoscopic-line1: સીલ બંધ કવર તોડયા વગર સોયથી કાણું પાડીને એન્ડોસ્કોપિક (120, 62, 915, 156)
headline-olpad-line2: આમને-સામને આવી ગયા (669, 1808, 983, 1843)
headline-monsoon-line2: મધ્યમ વરસાદની આગાહી કરાઈ (1088, 1093, 1560, 1136)
